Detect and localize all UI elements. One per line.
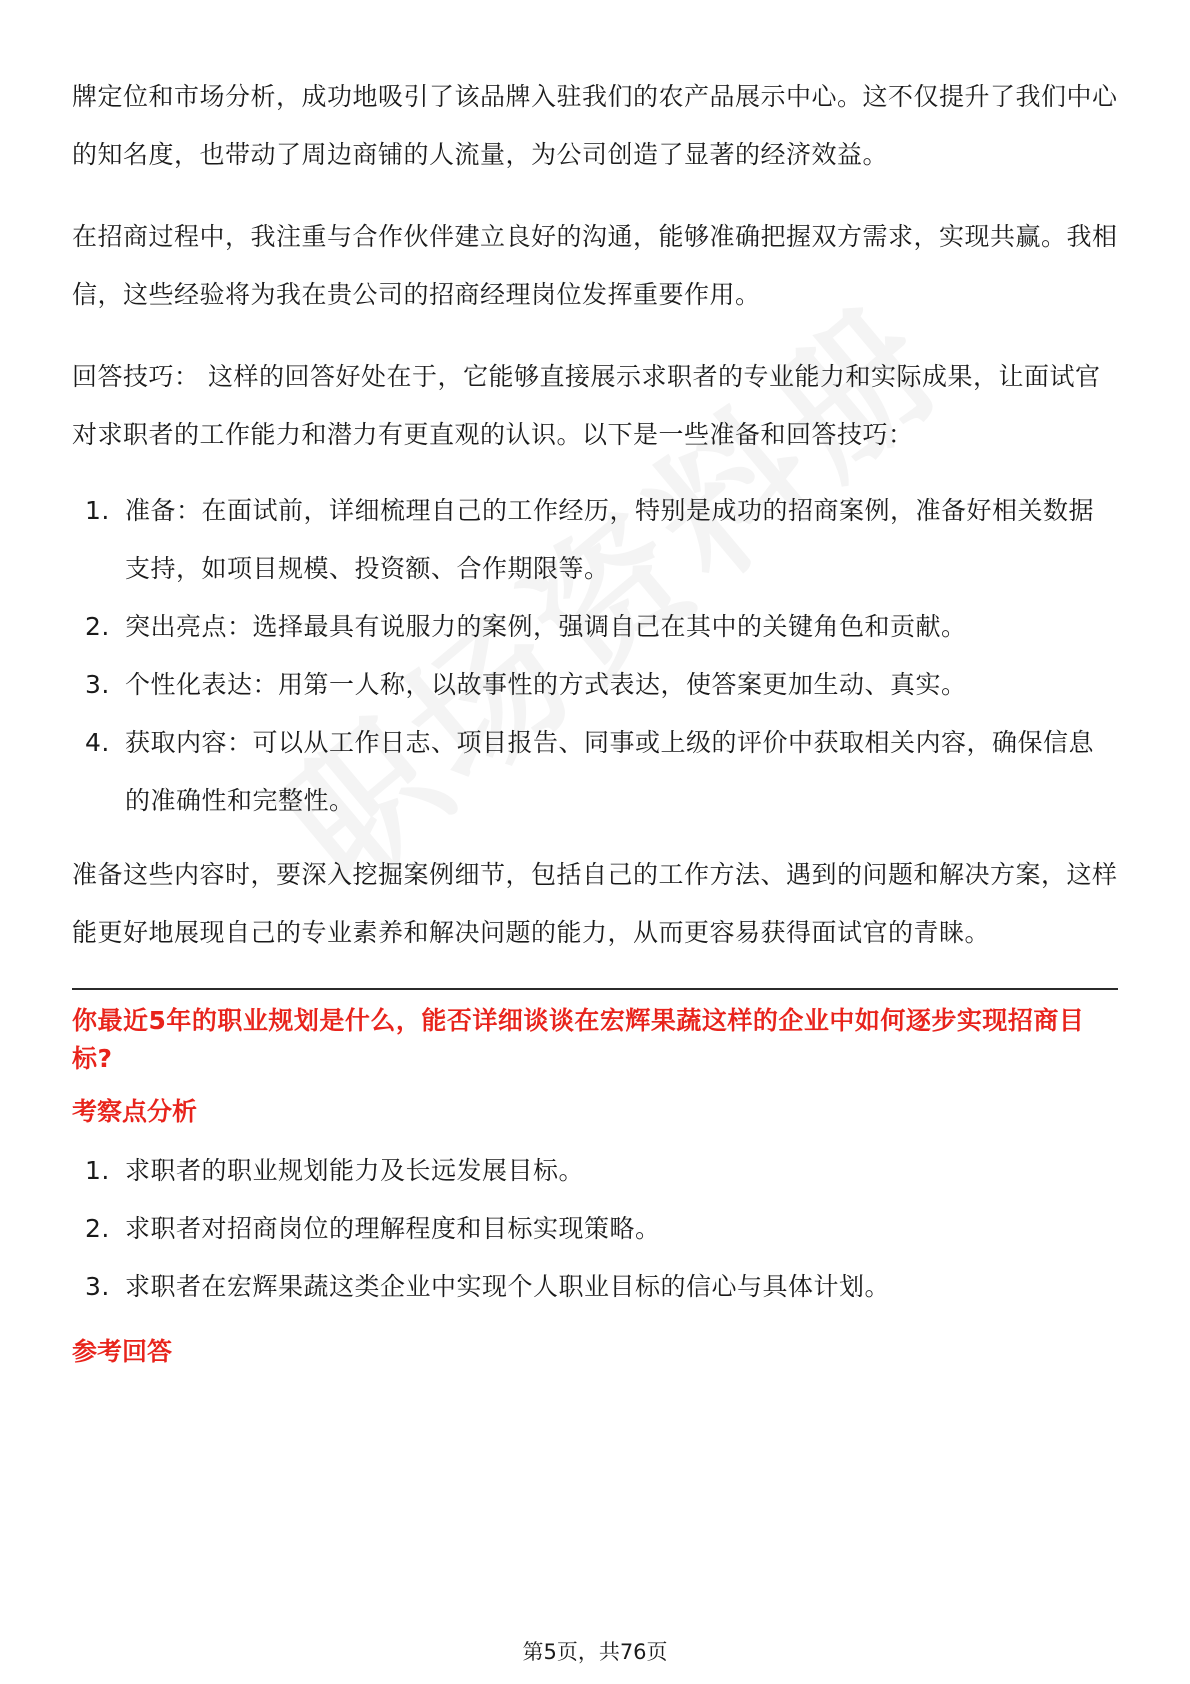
list-item bbox=[85, 1258, 1118, 1316]
list-item-text: 求职者在宏辉果蔬这类企业中实现个人职业目标的信心与具体计划。 bbox=[125, 1272, 891, 1301]
paragraph-preparation: 准备这些内容时，要深入挖掘案例细节，包括自己的工作方法、遇到的问题和解决方案，这样能更好地展现自己的专业素养和解决问题的能力，从而更容易获得面试官的青睐。 bbox=[72, 860, 1118, 947]
list-number: 4. bbox=[85, 728, 110, 757]
analysis-list bbox=[72, 1142, 1118, 1316]
page-content bbox=[72, 68, 1118, 1388]
analysis-heading: 考察点分析 bbox=[72, 1097, 198, 1126]
paragraph-answer-tips: 回答技巧： 这样的回答好处在于，它能够直接展示求职者的专业能力和实际成果，让面试官对求职者的工作能力和潜力有更直观的认识。以下是一些准备和回答技巧： bbox=[72, 362, 1101, 449]
list-number: 3. bbox=[85, 1272, 110, 1301]
section-divider bbox=[72, 988, 1118, 990]
list-number: 2. bbox=[85, 612, 110, 641]
list-item bbox=[85, 1200, 1118, 1258]
list-number: 1. bbox=[85, 496, 110, 525]
page-footer: 第5页，共76页 bbox=[522, 1640, 668, 1664]
list-item-text: 个性化表达：用第一人称，以故事性的方式表达，使答案更加生动、真实。 bbox=[125, 670, 967, 699]
list-item-text: 求职者的职业规划能力及长远发展目标。 bbox=[125, 1156, 585, 1185]
tips-list bbox=[72, 482, 1118, 830]
list-item-text: 获取内容：可以从工作日志、项目报告、同事或上级的评价中获取相关内容，确保信息的准确性和完整性。 bbox=[125, 728, 1095, 815]
list-item bbox=[85, 482, 1118, 598]
paragraph-communication: 在招商过程中，我注重与合作伙伴建立良好的沟通，能够准确把握双方需求，实现共赢。我相信，这些经验将为我在贵公司的招商经理岗位发挥重要作用。 bbox=[72, 222, 1118, 309]
list-item bbox=[85, 714, 1118, 830]
interview-question: 你最近5年的职业规划是什么，能否详细谈谈在宏辉果蔬这样的企业中如何逐步实现招商目标? bbox=[72, 1006, 1085, 1073]
list-number: 1. bbox=[85, 1156, 110, 1185]
list-number: 2. bbox=[85, 1214, 110, 1243]
list-item-text: 准备：在面试前，详细梳理自己的工作经历，特别是成功的招商案例，准备好相关数据支持，如项目规模、投资额、合作期限等。 bbox=[125, 496, 1095, 583]
list-item-text: 求职者对招商岗位的理解程度和目标实现策略。 bbox=[125, 1214, 661, 1243]
list-item bbox=[85, 1142, 1118, 1200]
list-item bbox=[85, 598, 1118, 656]
list-number: 3. bbox=[85, 670, 110, 699]
paragraph-continuation: 牌定位和市场分析，成功地吸引了该品牌入驻我们的农产品展示中心。这不仅提升了我们中心的知名度，也带动了周边商铺的人流量，为公司创造了显著的经济效益。 bbox=[72, 82, 1118, 169]
list-item-text: 突出亮点：选择最具有说服力的案例，强调自己在其中的关键角色和贡献。 bbox=[125, 612, 967, 641]
list-item bbox=[85, 656, 1118, 714]
reference-answer-heading: 参考回答 bbox=[72, 1337, 173, 1366]
